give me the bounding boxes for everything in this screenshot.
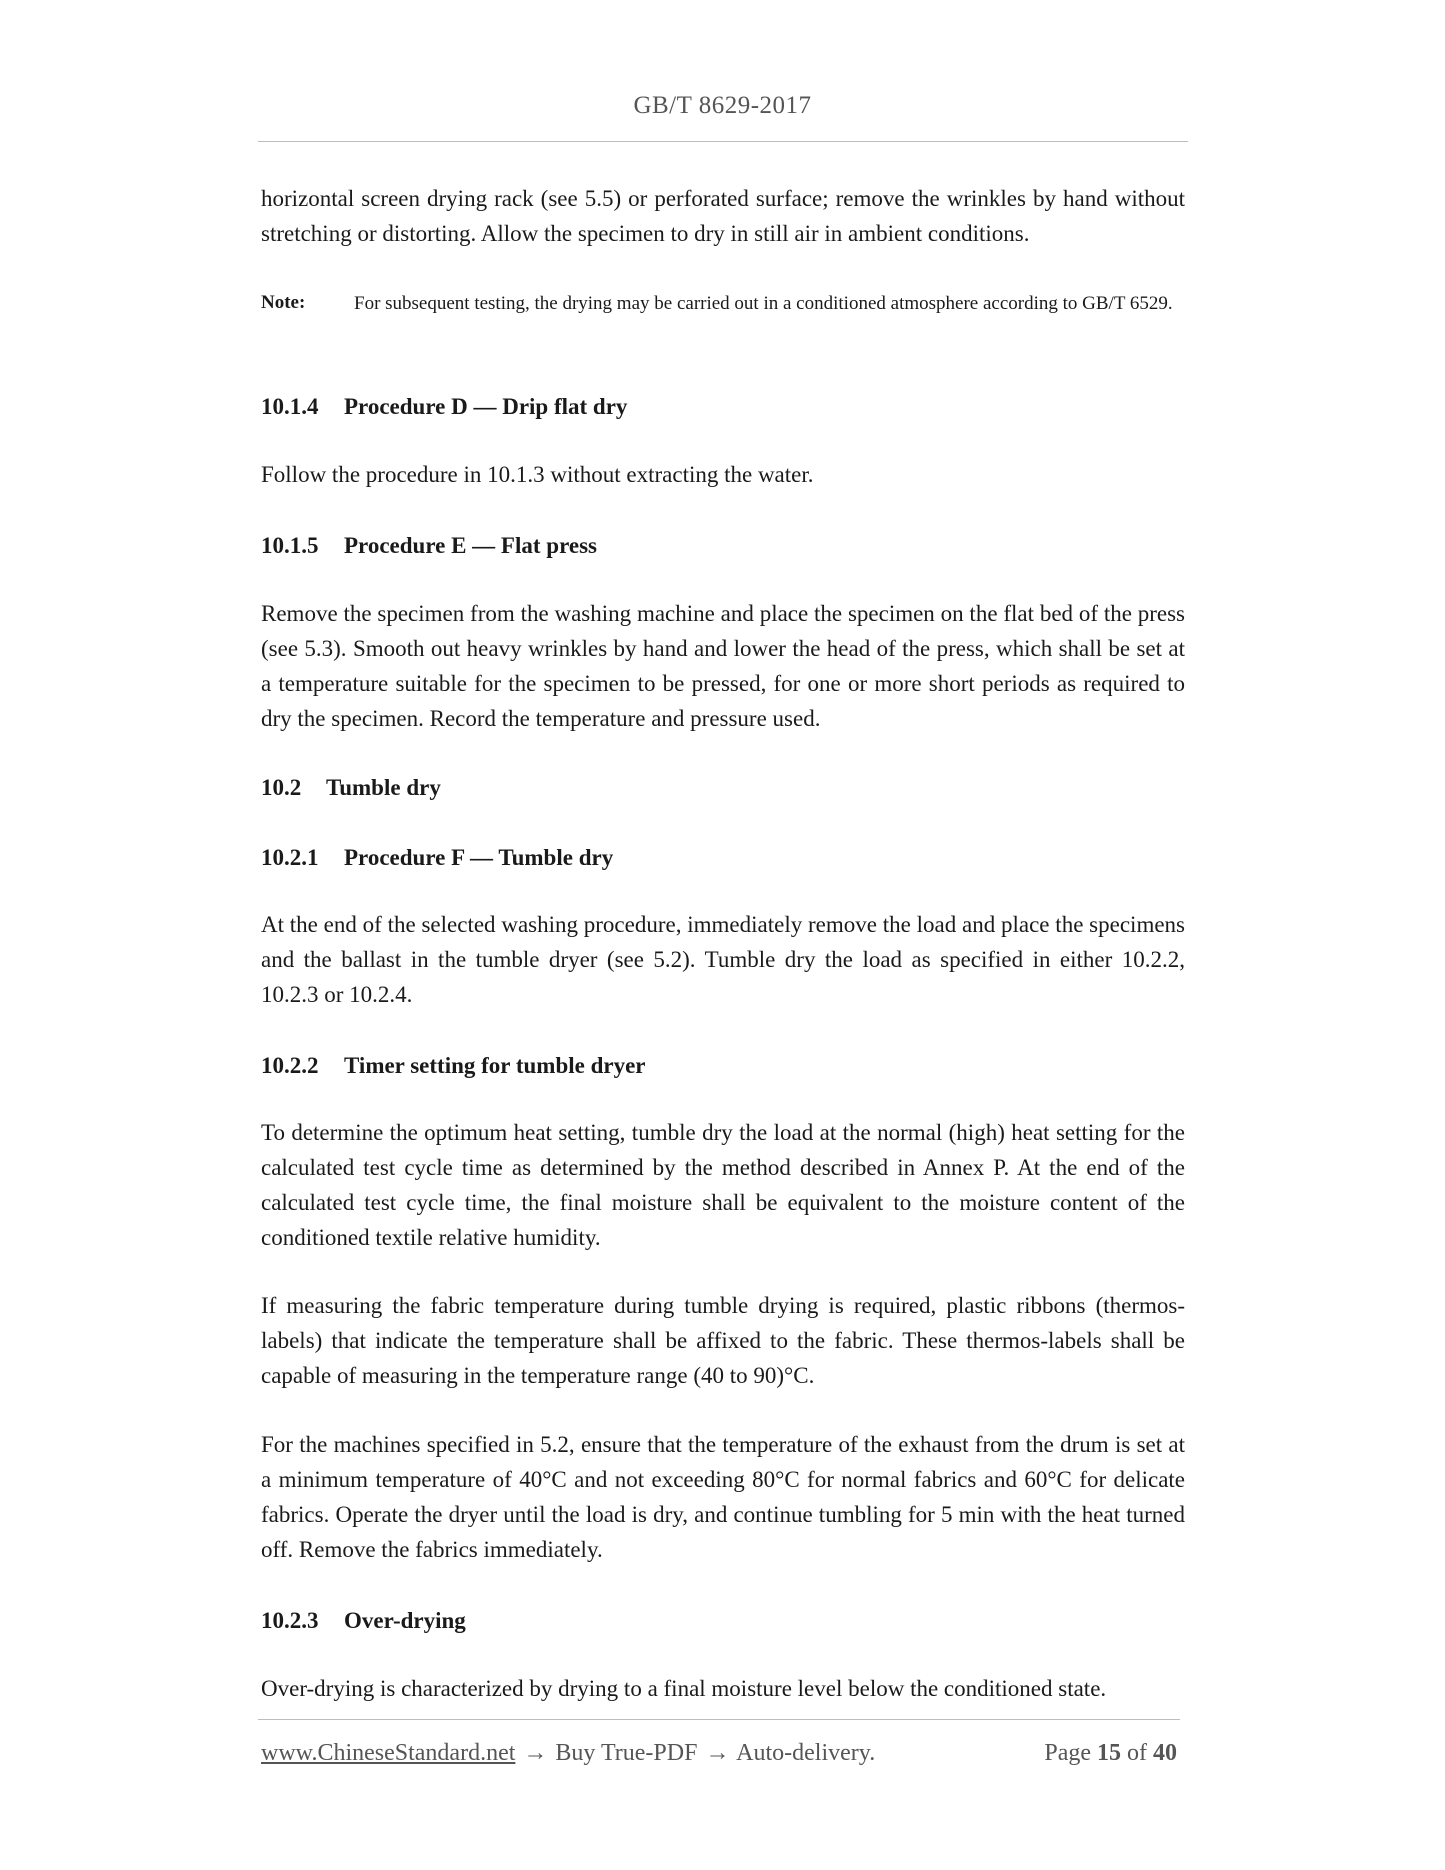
arrow-right-icon: → [523,1740,548,1766]
buy-pdf-text: Buy True-PDF [555,1740,698,1766]
section-title: Tumble dry [326,775,441,800]
section-number: 10.2 [261,775,302,800]
section-heading-10-1-4 [261,394,627,420]
paragraph-10-1-5: Remove the specimen from the washing machine and place the specimen on the flat bed of the press (see 5.3). Smooth out heavy wrinkles by hand and lower the head of the press, which shall be set at a temperature suitable for the specimen to be pressed, for one or more short periods as required to dry the specimen. Record the temperature and pressure used. [261,601,1185,731]
section-title: Over-drying [344,1608,466,1633]
section-title: Timer setting for tumble dryer [344,1053,646,1078]
section-heading-10-2-1 [261,845,613,871]
page-indicator [1044,1740,1177,1767]
section-number: 10.2.2 [261,1053,319,1078]
section-heading-10-2 [261,775,441,801]
arrow-right-icon: → [705,1740,730,1766]
paragraph-10-2-1: At the end of the selected washing procedure, immediately remove the load and place the specimens and the ballast in the tumble dryer (see 5.2). Tumble dry the load as specified in either 10.2.2, 10.2.3 or 10.2.4. [261,912,1185,1007]
note-text: For subsequent testing, the drying may be carried out in a conditioned atmosphere according to GB/T 6529. [354,293,1173,314]
footer-divider [258,1719,1180,1720]
header-divider [258,141,1188,142]
of-word: of [1127,1740,1147,1766]
paragraph-10-1-4: Follow the procedure in 10.1.3 without extracting the water. [261,462,814,487]
section-number: 10.1.5 [261,533,319,558]
section-number: 10.2.1 [261,845,319,870]
page-footer [261,1740,1177,1767]
paragraph-10-2-3: Over-drying is characterized by drying to a final moisture level below the conditioned state. [261,1676,1107,1701]
section-title: Procedure D — Drip flat dry [344,394,628,419]
paragraph-10-2-2-b: If measuring the fabric temperature during tumble drying is required, plastic ribbons (thermos-labels) that indicate the temperature shall be affixed to the fabric. These thermos-labels shall be capable of measuring in the temperature range (40 to 90)°C. [261,1293,1185,1388]
current-page-number: 15 [1097,1740,1121,1766]
section-number: 10.2.3 [261,1608,319,1633]
note-label: Note: [261,292,306,313]
paragraph-10-2-2-a: To determine the optimum heat setting, tumble dry the load at the normal (high) heat setting for the calculated test cycle time as determined by the method described in Annex P. At the end of the calculated test cycle time, the final moisture shall be equivalent to the moisture content of the conditioned textile relative humidity. [261,1120,1185,1250]
intro-paragraph: horizontal screen drying rack (see 5.5) or perforated surface; remove the wrinkles by hand without stretching or distorting. Allow the specimen to dry in still air in ambient conditions. [261,186,1185,246]
website-link[interactable]: www.ChineseStandard.net [261,1740,516,1766]
section-title: Procedure E — Flat press [344,533,597,558]
section-heading-10-1-5 [261,533,597,559]
section-heading-10-2-3 [261,1608,466,1634]
section-number: 10.1.4 [261,394,319,419]
paragraph-10-2-2-c: For the machines specified in 5.2, ensure that the temperature of the exhaust from the drum is set at a minimum temperature of 40°C and not exceeding 80°C for normal fabrics and 60°C for delicate fabrics. Operate the dryer until the load is dry, and continue tumbling for 5 min with the heat turned off. Remove the fabrics immediately. [261,1432,1185,1562]
section-title: Procedure F — Tumble dry [344,845,614,870]
page-word: Page [1044,1740,1091,1766]
page-header: GB/T 8629-2017 [633,92,812,119]
total-page-number: 40 [1153,1740,1177,1766]
auto-delivery-text: Auto-delivery. [736,1740,876,1766]
section-heading-10-2-2 [261,1053,646,1079]
